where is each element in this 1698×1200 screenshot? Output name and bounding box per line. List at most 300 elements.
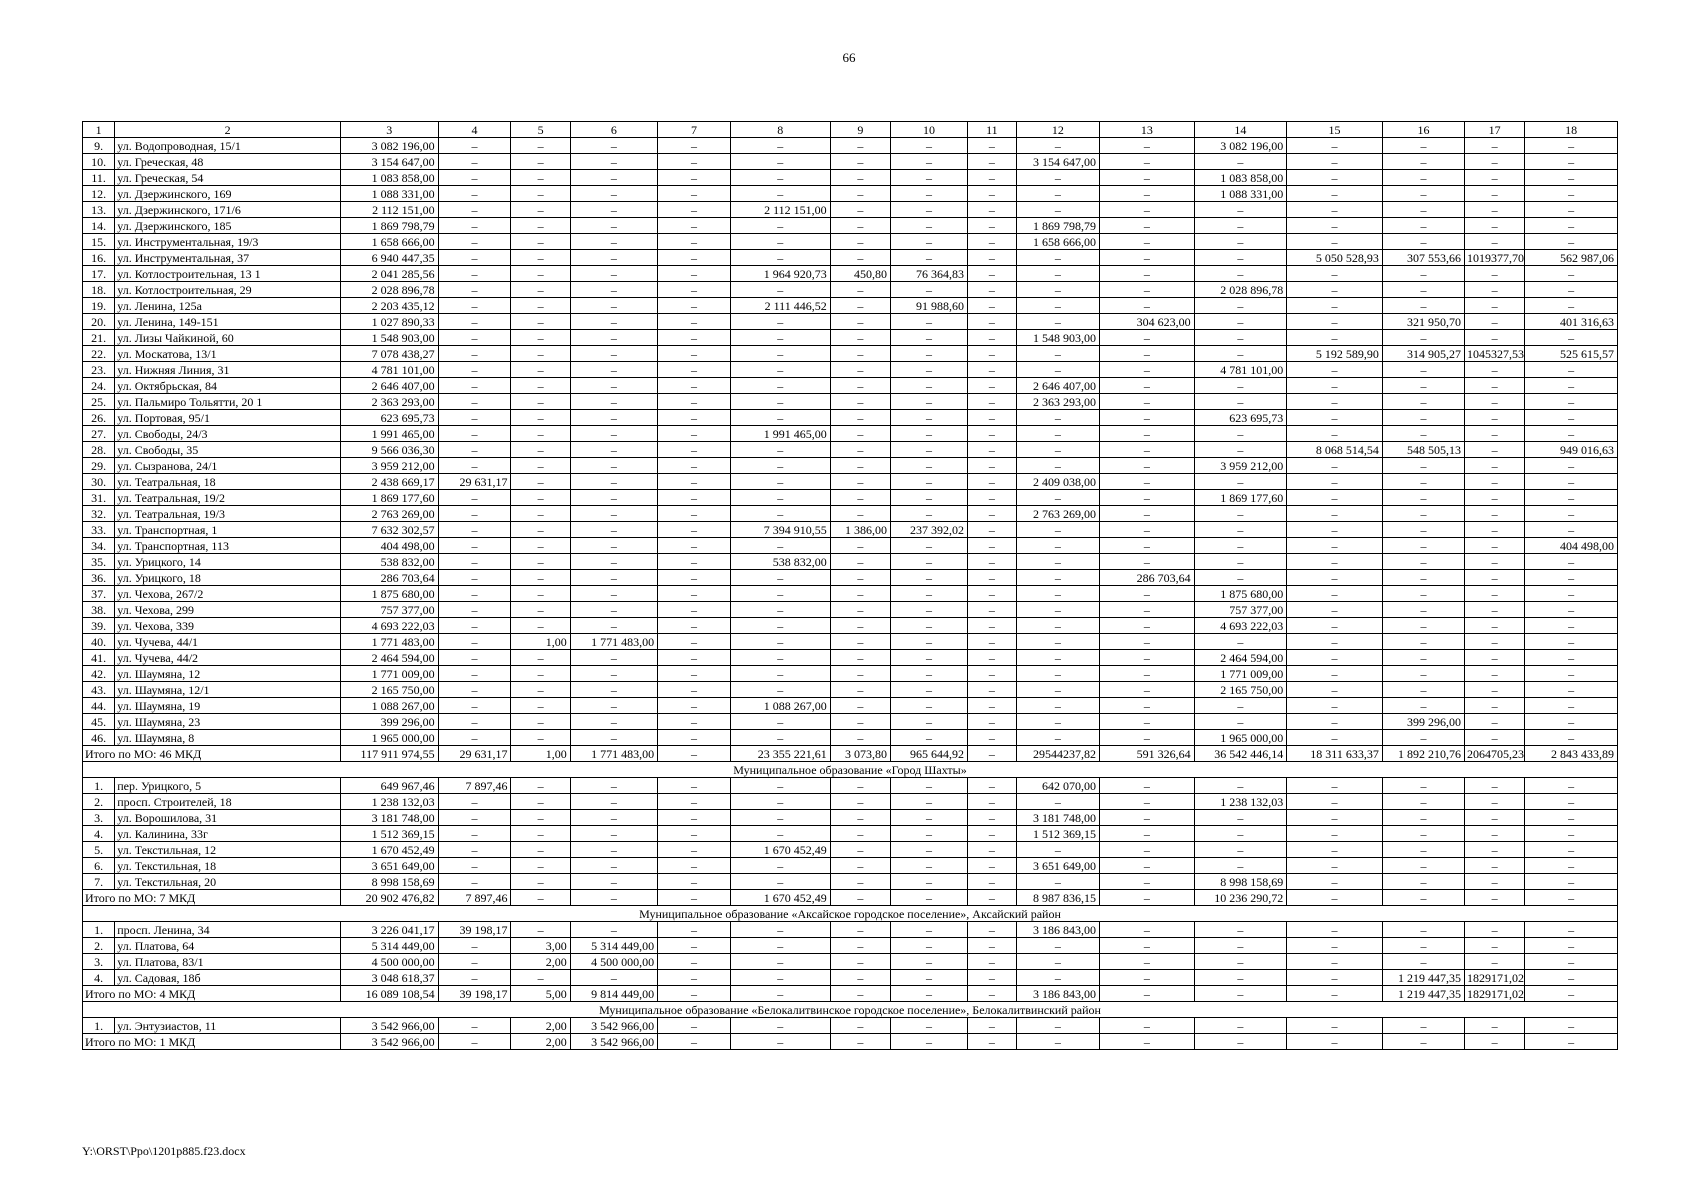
value-cell: – [1016, 202, 1099, 218]
row-number: 14. [83, 218, 115, 234]
value-cell: – [967, 858, 1016, 874]
value-cell: – [658, 1018, 731, 1034]
value-cell: – [1382, 298, 1464, 314]
value-cell: – [570, 794, 657, 810]
value-cell: – [1525, 474, 1618, 490]
value-cell: – [658, 490, 731, 506]
value-cell: – [1525, 938, 1618, 954]
value-cell: – [967, 714, 1016, 730]
value-cell: – [830, 218, 890, 234]
value-cell: – [1194, 858, 1287, 874]
address-cell: ул. Лизы Чайкиной, 60 [115, 330, 341, 346]
value-cell: 1 088 331,00 [1194, 186, 1287, 202]
value-cell: – [511, 186, 570, 202]
value-cell: – [730, 794, 830, 810]
value-cell: – [1194, 538, 1287, 554]
value-cell: – [1382, 810, 1464, 826]
value-cell: – [511, 794, 570, 810]
total-value: 7 897,46 [438, 890, 511, 906]
value-cell: – [511, 378, 570, 394]
value-cell: – [1525, 970, 1618, 986]
value-cell: – [730, 458, 830, 474]
total-value: – [438, 1034, 511, 1050]
value-cell: 2 165 750,00 [340, 682, 438, 698]
table-row [83, 346, 1618, 362]
value-cell: – [1525, 298, 1618, 314]
value-cell: – [730, 170, 830, 186]
value-cell: 4 693 222,03 [340, 618, 438, 634]
value-cell: – [438, 826, 511, 842]
value-cell: – [1100, 858, 1195, 874]
address-cell: ул. Урицкого, 14 [115, 554, 341, 570]
row-number: 18. [83, 282, 115, 298]
value-cell: 1 658 666,00 [340, 234, 438, 250]
value-cell: – [1194, 394, 1287, 410]
value-cell: – [1100, 650, 1195, 666]
value-cell: – [1525, 714, 1618, 730]
value-cell: – [1287, 698, 1383, 714]
address-cell: ул. Котлостроительная, 29 [115, 282, 341, 298]
value-cell: – [511, 698, 570, 714]
value-cell: – [1382, 538, 1464, 554]
table-row [83, 698, 1618, 714]
row-number: 31. [83, 490, 115, 506]
table-row [83, 458, 1618, 474]
table-row [83, 170, 1618, 186]
section-row [83, 762, 1618, 778]
value-cell: – [830, 378, 890, 394]
value-cell: – [1382, 922, 1464, 938]
table-row [83, 618, 1618, 634]
total-value: – [658, 986, 731, 1002]
value-cell: – [1100, 778, 1195, 794]
value-cell: 404 498,00 [340, 538, 438, 554]
value-cell: – [511, 650, 570, 666]
address-cell: ул. Инструментальная, 37 [115, 250, 341, 266]
value-cell: – [438, 426, 511, 442]
value-cell: – [1382, 842, 1464, 858]
total-value: – [967, 986, 1016, 1002]
value-cell: – [1382, 858, 1464, 874]
value-cell: – [830, 394, 890, 410]
column-number: 13 [1100, 122, 1195, 138]
value-cell: – [1287, 714, 1383, 730]
total-value: 2,00 [511, 1034, 570, 1050]
value-cell: – [1287, 602, 1383, 618]
value-cell: – [967, 266, 1016, 282]
total-value: 1 892 210,76 [1382, 746, 1464, 762]
value-cell: – [438, 602, 511, 618]
total-row [83, 890, 1618, 906]
value-cell: – [1382, 282, 1464, 298]
value-cell: – [570, 810, 657, 826]
value-cell: – [1525, 202, 1618, 218]
value-cell: – [1194, 234, 1287, 250]
value-cell: – [1287, 138, 1383, 154]
value-cell: – [1016, 570, 1099, 586]
value-cell: – [438, 250, 511, 266]
value-cell: – [830, 330, 890, 346]
value-cell: – [1525, 186, 1618, 202]
total-value: – [658, 746, 731, 762]
value-cell: – [830, 570, 890, 586]
row-number: 16. [83, 250, 115, 266]
value-cell: – [891, 378, 968, 394]
value-cell: – [438, 570, 511, 586]
value-cell: – [1194, 826, 1287, 842]
value-cell: – [1016, 554, 1099, 570]
value-cell: – [570, 778, 657, 794]
value-cell: – [830, 858, 890, 874]
row-number: 17. [83, 266, 115, 282]
address-cell: ул. Чучева, 44/2 [115, 650, 341, 666]
value-cell: – [891, 570, 968, 586]
value-cell: – [1382, 474, 1464, 490]
value-cell: – [570, 490, 657, 506]
total-value: – [570, 890, 657, 906]
value-cell: 548 505,13 [1382, 442, 1464, 458]
value-cell: – [1525, 282, 1618, 298]
value-cell: – [730, 970, 830, 986]
value-cell: – [967, 314, 1016, 330]
value-cell: – [570, 138, 657, 154]
value-cell: – [891, 154, 968, 170]
value-cell: – [511, 826, 570, 842]
value-cell: – [1287, 410, 1383, 426]
table-body [83, 122, 1618, 1050]
value-cell: – [1465, 218, 1525, 234]
total-value: 20 902 476,82 [340, 890, 438, 906]
value-cell: – [1465, 522, 1525, 538]
total-value: – [658, 890, 731, 906]
value-cell: – [1194, 810, 1287, 826]
value-cell: – [438, 618, 511, 634]
section-title: Муниципальное образование «Город Шахты» [83, 762, 1618, 778]
value-cell: 3 186 843,00 [1016, 922, 1099, 938]
table-row [83, 922, 1618, 938]
value-cell: – [438, 1018, 511, 1034]
value-cell: – [438, 586, 511, 602]
value-cell: – [438, 810, 511, 826]
value-cell: 538 832,00 [730, 554, 830, 570]
value-cell: – [570, 378, 657, 394]
value-cell: – [1465, 938, 1525, 954]
value-cell: – [511, 618, 570, 634]
value-cell: – [1100, 282, 1195, 298]
value-cell: – [658, 794, 731, 810]
address-cell: ул. Шаумяна, 12/1 [115, 682, 341, 698]
value-cell: – [730, 666, 830, 682]
value-cell: – [730, 362, 830, 378]
value-cell: – [1465, 394, 1525, 410]
value-cell: – [891, 490, 968, 506]
value-cell: 3 082 196,00 [340, 138, 438, 154]
value-cell: – [891, 970, 968, 986]
value-cell: – [570, 858, 657, 874]
total-value: – [1525, 986, 1618, 1002]
row-number: 39. [83, 618, 115, 634]
value-cell: – [511, 474, 570, 490]
value-cell: – [1016, 714, 1099, 730]
value-cell: – [1525, 426, 1618, 442]
value-cell: – [1287, 474, 1383, 490]
value-cell: – [730, 954, 830, 970]
value-cell: – [967, 954, 1016, 970]
column-number: 15 [1287, 122, 1383, 138]
value-cell: – [730, 490, 830, 506]
value-cell: – [1465, 154, 1525, 170]
value-cell: – [511, 426, 570, 442]
value-cell: – [1465, 490, 1525, 506]
value-cell: – [1100, 554, 1195, 570]
value-cell: – [730, 282, 830, 298]
value-cell: – [658, 970, 731, 986]
value-cell: – [570, 330, 657, 346]
value-cell: – [511, 362, 570, 378]
row-number: 30. [83, 474, 115, 490]
value-cell: – [438, 698, 511, 714]
value-cell: – [511, 506, 570, 522]
value-cell: – [1016, 842, 1099, 858]
value-cell: – [1100, 250, 1195, 266]
value-cell: – [830, 586, 890, 602]
value-cell: – [891, 810, 968, 826]
value-cell: – [570, 506, 657, 522]
value-cell: – [1100, 938, 1195, 954]
value-cell: – [438, 234, 511, 250]
table-row [83, 330, 1618, 346]
value-cell: – [438, 346, 511, 362]
value-cell: 3 651 649,00 [1016, 858, 1099, 874]
value-cell: – [570, 266, 657, 282]
value-cell: – [830, 842, 890, 858]
value-cell: – [1465, 826, 1525, 842]
value-cell: – [658, 730, 731, 746]
value-cell: – [967, 378, 1016, 394]
value-cell: – [570, 202, 657, 218]
value-cell: – [658, 362, 731, 378]
total-value: 1,00 [511, 746, 570, 762]
value-cell: – [658, 874, 731, 890]
total-value: – [891, 986, 968, 1002]
value-cell: – [967, 554, 1016, 570]
row-number: 24. [83, 378, 115, 394]
table-row [83, 586, 1618, 602]
value-cell: – [1465, 426, 1525, 442]
total-value: – [830, 986, 890, 1002]
value-cell: – [1382, 634, 1464, 650]
value-cell: 1 965 000,00 [340, 730, 438, 746]
value-cell: – [891, 682, 968, 698]
value-cell: – [1465, 442, 1525, 458]
table-row [83, 298, 1618, 314]
value-cell: – [1287, 794, 1383, 810]
value-cell: – [1525, 234, 1618, 250]
value-cell: – [1194, 954, 1287, 970]
value-cell: – [1100, 714, 1195, 730]
value-cell: – [1382, 954, 1464, 970]
value-cell: – [891, 426, 968, 442]
value-cell: – [438, 554, 511, 570]
value-cell: – [967, 650, 1016, 666]
value-cell: – [658, 330, 731, 346]
value-cell: – [1382, 666, 1464, 682]
row-number: 7. [83, 874, 115, 890]
value-cell: 1 869 177,60 [340, 490, 438, 506]
value-cell: – [1100, 202, 1195, 218]
value-cell: – [438, 682, 511, 698]
value-cell: – [730, 858, 830, 874]
value-cell: – [967, 794, 1016, 810]
value-cell: – [1016, 874, 1099, 890]
value-cell: – [511, 554, 570, 570]
value-cell: – [891, 714, 968, 730]
value-cell: – [438, 154, 511, 170]
value-cell: – [1382, 362, 1464, 378]
total-value: – [891, 890, 968, 906]
value-cell: – [570, 682, 657, 698]
value-cell: – [891, 586, 968, 602]
value-cell: – [511, 714, 570, 730]
value-cell: – [830, 426, 890, 442]
value-cell: 1 219 447,35 [1382, 970, 1464, 986]
value-cell: – [1382, 938, 1464, 954]
value-cell: – [891, 234, 968, 250]
value-cell: – [967, 474, 1016, 490]
value-cell: – [658, 458, 731, 474]
address-cell: ул. Платова, 64 [115, 938, 341, 954]
value-cell: – [1465, 314, 1525, 330]
value-cell: 1 670 452,49 [730, 842, 830, 858]
value-cell: – [438, 522, 511, 538]
column-number: 9 [830, 122, 890, 138]
value-cell: – [1465, 810, 1525, 826]
value-cell: 2 409 038,00 [1016, 474, 1099, 490]
value-cell: – [1100, 666, 1195, 682]
value-cell: – [1465, 842, 1525, 858]
row-number: 38. [83, 602, 115, 618]
value-cell: 404 498,00 [1525, 538, 1618, 554]
value-cell: 2,00 [511, 954, 570, 970]
value-cell: – [1525, 602, 1618, 618]
value-cell: – [730, 474, 830, 490]
value-cell: – [967, 218, 1016, 234]
value-cell: – [730, 922, 830, 938]
column-number: 12 [1016, 122, 1099, 138]
value-cell: – [1465, 1018, 1525, 1034]
value-cell: – [967, 138, 1016, 154]
row-number: 4. [83, 826, 115, 842]
row-number: 1. [83, 922, 115, 938]
value-cell: – [1016, 314, 1099, 330]
total-value: 3 186 843,00 [1016, 986, 1099, 1002]
value-cell: – [1287, 682, 1383, 698]
value-cell: – [1287, 506, 1383, 522]
total-value: – [967, 890, 1016, 906]
total-value: 591 326,64 [1100, 746, 1195, 762]
value-cell: – [1194, 634, 1287, 650]
value-cell: – [438, 842, 511, 858]
value-cell: – [438, 138, 511, 154]
value-cell: – [511, 586, 570, 602]
value-cell: – [830, 170, 890, 186]
total-value: – [658, 1034, 731, 1050]
address-cell: ул. Чучева, 44/1 [115, 634, 341, 650]
value-cell: – [1100, 138, 1195, 154]
value-cell: – [438, 298, 511, 314]
value-cell: – [1465, 714, 1525, 730]
address-cell: ул. Свободы, 24/3 [115, 426, 341, 442]
value-cell: – [570, 698, 657, 714]
value-cell: – [511, 282, 570, 298]
value-cell: – [1287, 522, 1383, 538]
value-cell: – [1382, 458, 1464, 474]
value-cell: – [1382, 730, 1464, 746]
value-cell: – [511, 970, 570, 986]
value-cell: – [511, 138, 570, 154]
value-cell: – [438, 266, 511, 282]
table-row [83, 554, 1618, 570]
total-row [83, 1034, 1618, 1050]
value-cell: – [830, 634, 890, 650]
value-cell: – [570, 474, 657, 490]
value-cell: – [1016, 538, 1099, 554]
value-cell: – [1016, 282, 1099, 298]
value-cell: – [438, 490, 511, 506]
row-number: 34. [83, 538, 115, 554]
value-cell: – [730, 538, 830, 554]
value-cell: – [1287, 266, 1383, 282]
value-cell: – [967, 602, 1016, 618]
row-number: 26. [83, 410, 115, 426]
value-cell: 304 623,00 [1100, 314, 1195, 330]
value-cell: – [1287, 394, 1383, 410]
value-cell: – [967, 938, 1016, 954]
value-cell: – [1525, 634, 1618, 650]
value-cell: – [658, 266, 731, 282]
address-cell: ул. Ворошилова, 31 [115, 810, 341, 826]
row-number: 32. [83, 506, 115, 522]
value-cell: – [1016, 954, 1099, 970]
value-cell: – [891, 778, 968, 794]
value-cell: – [1287, 666, 1383, 682]
value-cell: – [730, 602, 830, 618]
total-value: – [1100, 1034, 1195, 1050]
value-cell: – [438, 634, 511, 650]
value-cell: – [830, 650, 890, 666]
value-cell: – [1465, 778, 1525, 794]
address-cell: ул. Греческая, 48 [115, 154, 341, 170]
value-cell: – [967, 330, 1016, 346]
value-cell: 1 088 267,00 [340, 698, 438, 714]
table-row [83, 186, 1618, 202]
value-cell: – [658, 522, 731, 538]
value-cell: 2 763 269,00 [340, 506, 438, 522]
total-value: 8 987 836,15 [1016, 890, 1099, 906]
value-cell: – [570, 666, 657, 682]
value-cell: – [1100, 618, 1195, 634]
table-row [83, 138, 1618, 154]
total-value: – [1194, 986, 1287, 1002]
total-value: – [830, 1034, 890, 1050]
value-cell: – [1382, 490, 1464, 506]
table-row [83, 410, 1618, 426]
value-cell: – [1287, 570, 1383, 586]
row-number: 11. [83, 170, 115, 186]
value-cell: – [1465, 266, 1525, 282]
table-row [83, 826, 1618, 842]
column-number: 8 [730, 122, 830, 138]
